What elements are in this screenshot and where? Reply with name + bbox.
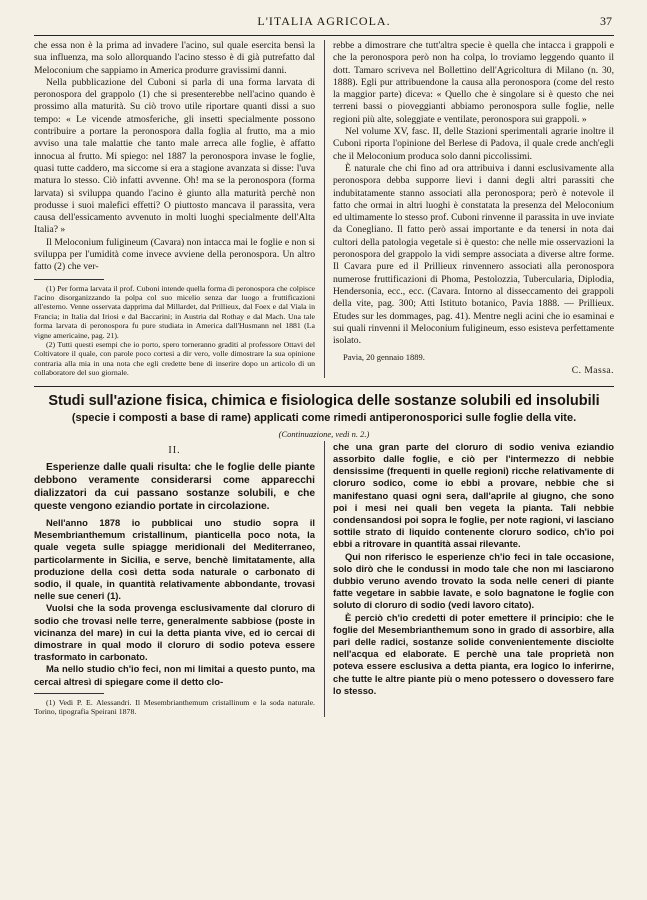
page-number: 37 <box>600 14 612 28</box>
article-body-left <box>34 517 315 688</box>
footnote-rule <box>34 279 104 280</box>
page-header <box>34 14 614 32</box>
paragraph: È naturale che chi fino ad ora attribuiva i danni esclusivamente alla peronospora debba supporre lievi i danni degli altri parassiti che indubitatamente stanno associati alla peronospora; però è notevole il fatto che ormai in altri luoghi è constatata la presenza del Meloconium ed ultimamente lo stesso prof. Cuboni rinvenne il parassita in uve inviate da Conegliano. Il fatto però assai importante e da tenersi in nota dai cultori della patologia vegetale si è questo: che nelle mie osservazioni la peronospora del grappolo la vidi sempre associata a diverse altre forme. Il Cavara pure ed il Prillieux rinvennero associati alla peronospora numerose fruttificazioni di Phoma, Pestolozzia, Tubercularia, Diplodia, Hendersonia, ecc., ecc. (Cavara. Intorno al disseccamento dei grappoli della vite, pag. 300; Atti Istituto botanico, Pavia 1888. — Prillieux. Etudes sur les dommages, pag. 41). Mentre negli acini che io esaminai e sui quali rinvenni il Meloconium fuligineum, esso esisteva perfettamente isolato. <box>333 162 614 347</box>
top-right-column <box>333 40 614 378</box>
paragraph: rebbe a dimostrare che tutt'altra specie è quella che intacca i grappoli e che la peronospora però non ha colpa, lo troviamo leggendo quanto il dott. Tamaro scriveva nel Bollettino dell'Agricoltura di Milano (n. 30, 1888). Egli pur attribuendone la causa alla peronospora (come del resto la maggior parte) diceva: « Quello che è singolare si è questo che nei terreni bassi o pioveggianti abbiamo peronospora sulle foglie, nelle regioni più alte, soleggiate e ventilate, peronospora sui grappoli. » <box>333 40 614 125</box>
paragraph: che una gran parte del cloruro di sodio veniva eziandio assorbito dalle foglie, e ciò per l'intermezzo di nebbie densissime (frequenti in quelle regioni) ricche relativamente di cloruro sodico, come io ebbi a provare, nebbie che si manifestano quasi ogni sera, dall'aprile al giugno, che sono poi i mesi nei quali ben vegeta la pianta. Tali nebbie condensandosi poi sopra le foglie, per note ragioni, vi lasciano sottile strato di liquido contenente cloruro sodico, ch'io poi ebbi a ritrovare in quantità assai rilevante. <box>333 440 614 550</box>
section-number: II. <box>168 444 181 456</box>
article-body-right <box>333 441 614 697</box>
top-columns <box>34 40 614 378</box>
paragraph: che essa non è la prima ad invadere l'acino, sul quale esercita bensì la sua influenza, ma solo allorquando l'acino stesso è di già putrefatto dal Meloconium che sappiamo in America produrre gravissimi danni. <box>34 40 315 76</box>
top-left-column <box>34 40 315 378</box>
footnote: (2) Tutti questi esempi che io porto, spero torneranno graditi al professore Ottavi del Coltivatore il quale, con parole poco cortesi a dir vero, volle dimostrare la sua opinione contraria alla mia in una nota che egli credette bene di inserire dopo un articolo di un collaboratore del suo giornale. <box>34 340 315 378</box>
paragraph: Nel volume XV, fasc. II, delle Stazioni sperimentali agrarie inoltre il Cuboni riporta l'opinione del Berlese di Padova, il quale crede anch'egli che il Meloconium produca solo danni piccolissimi. <box>333 126 614 162</box>
footnote: (1) Per forma larvata il prof. Cuboni intende quella forma di peronospora che colpisce l'acino disorganizzando la polpa col suo micelio senza dar luogo a fruttificazioni all'esterno. Venne osservata dapprima dal Millardet, dal Prillieux, dal Foex e dal Viala in Francia; in Italia dal Iriosi e dal Baccarini; in Austria dal Rothay e dal Mach. Una tale forma larvata di peronospora fu pure studiata in America dall'Husmann nel 1881 (La vigne americaine, pag. 21). <box>34 283 315 340</box>
paragraph: Qui non riferisco le esperienze ch'io feci in tale occasione, solo dirò che le condussi in modo tale che non mi lasciarono dubbio veruno avendo trovato la soda nelle ceneri di piante fatte vegetare in sabbie lavate, e solo bagnatone le foglie con soluto di cloruro di sodio (vedi lavoro citato). <box>333 550 614 611</box>
paragraph: Nella pubblicazione del Cuboni si parla di una forma larvata di peronospora del grappolo (1) che si presenterebbe nell'acino quando è prossimo alla maturità. Su ciò trovo utile riportare quanti dissi a suo tempo: « Le vicende atmosferiche, gli insetti specialmente possono contribuire a portare la peronospora dalla foglia al frutto, ma a mio avviso una tale malattie che tanto male arreca alle foglie, è affatto innocua al frutto. Mi spiego: nel 1887 la peronospora invase le foglie, quasi tutte caddero, ma siccome si era a stagione avanzata si disse: l'uva matura lo stesso. Ciò infatti avvenne. Oh! ma se la peronospora (forma larvata) si sviluppa quando l'acino è giunto alla maturità perchè non produsse i suoi malefici effetti? O piuttosto mancava il parassita, vera causa dell'essicamento avvenuto in molti luoghi specialmente dell'Alta Italia? » <box>34 76 315 236</box>
continuation-note: (Continuazione, vedi n. 2.) <box>278 428 370 439</box>
paragraph: Ma nello studio ch'io feci, non mi limitai a questo punto, ma cercai altresì di spiegare come il detto clo- <box>34 663 315 687</box>
signature-date: Pavia, 20 gennaio 1889. <box>343 352 425 363</box>
article-subtitle: (specie i composti a base di rame) applicati come rimedi antiperonosporici sulle foglie della vite. <box>71 411 577 424</box>
section-heading-text: Esperienze dalle quali risulta: che le foglie delle piante debbono veramente considerarsi come apparecchi dializzatori da cui passano sostanze solubili, e che queste vengono eziandio portate in circolazione. <box>34 462 315 512</box>
running-title: L'ITALIA AGRICOLA. <box>257 14 391 28</box>
column-divider <box>324 40 325 378</box>
section-heading <box>34 461 315 513</box>
article-right-column <box>333 441 614 717</box>
column-divider <box>324 441 325 717</box>
page <box>34 14 614 717</box>
paragraph: È perciò ch'io credetti di poter emettere il principio: che le foglie del Mesembrianthemum sono in grado di assorbire, alla pari delle radici, sostanze solide convenientemente disciolte nell'acqua ed elaborate. E perchè una tale proprietà non poteva essere esclusiva a detta pianta, era logico lo inferirne, che tutte le altre piante più o meno potessero o dovessero fare lo stesso. <box>333 611 614 696</box>
header-rule <box>34 35 614 36</box>
author-signature: C. Massa. <box>571 365 614 376</box>
article-columns <box>34 441 614 717</box>
article-divider <box>34 386 614 387</box>
footnote: (1) Vedi P. E. Alessandri. Il Mesembrianthemum cristallinum e la soda naturale. Torino, tipografia Speirani 1878. <box>34 697 315 717</box>
article-title: Studi sull'azione fisica, chimica e fisiologica delle sostanze solubili ed insolubili <box>48 392 600 409</box>
paragraph: Il Meloconium fuligineum (Cavara) non intacca mai le foglie e non si sviluppa per l'umidità come invece avviene della peronospora. Un altro fatto (2) che ver- <box>34 236 315 273</box>
article-left-column <box>34 441 315 717</box>
paragraph: Nell'anno 1878 io pubblicai uno studio sopra il Mesembrianthemum cristallinum, pianticella poco nota, la quale vegeta sulle spiagge meridionali del Mediterraneo, particolarmente in Sicilia, e serve, benchè limitatamente, alla produzione della così detta soda naturale o carbonato di sodio, il quale, in quantità relativamente abbondante, trovasi nelle sue ceneri (1). <box>34 517 315 602</box>
paragraph: Vuolsi che la soda provenga esclusivamente dal cloruro di sodio che trovasi nelle terre, generalmente sabbiose (poste in vicinanza del mare) in cui la detta pianta vive, ed io cercai di dimostrare in qual modo il cloruro di sodio poteva essere trasformato in carbonato. <box>34 602 315 663</box>
footnote-rule <box>34 693 104 694</box>
